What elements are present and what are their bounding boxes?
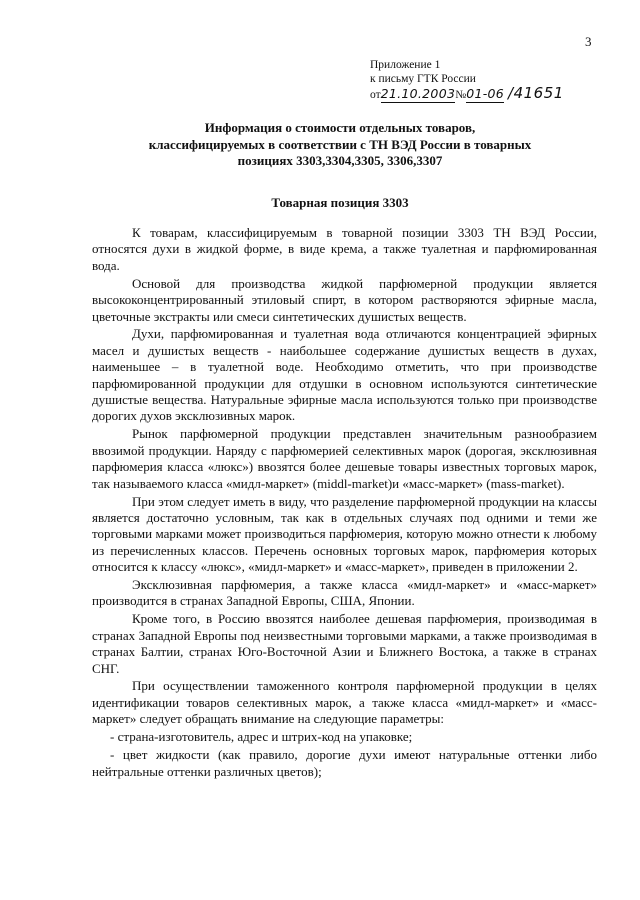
handwritten-date: 21.10.2003	[380, 86, 456, 101]
handwritten-number: 01-06	[466, 86, 505, 101]
annex-line-1: Приложение 1	[370, 59, 441, 71]
annex-header	[370, 58, 564, 102]
paragraph: Кроме того, в Россию ввозятся наиболее дешевая парфюмерия, производимая в странах Западной Европы под неизвестными торговыми марками, а также производимая в странах Балтии, странах Юго-Восточной Азии и Ближнего Востока, а также в странах СНГ.	[92, 611, 597, 676]
paragraph: Эксклюзивная парфюмерия, а также класса «мидл-маркет» и «масс-маркет» производится в странах Западной Европы, США, Японии.	[92, 577, 597, 609]
paragraph: Духи, парфюмированная и туалетная вода отличаются концентрацией эфирных масел и душистых веществ - наибольшее содержание душистых веществ в духах, наименьшее – в туалетной воде. Необходимо отметить, что при производстве парфюмированной продукции для отдушки в основном используются синтетические душистые вещества. Натуральные эфирные масла используются только при производстве дорогих духов эксклюзивных марок.	[92, 326, 597, 424]
paragraph: При осуществлении таможенного контроля парфюмерной продукции в целях идентификации товаров селективных марок, а также класса «мидл-маркет» и «масс-маркет» следует обращать внимание на следующие параметры:	[92, 678, 597, 727]
list-item: - страна-изготовитель, адрес и штрих-код на упаковке;	[110, 729, 413, 745]
annex-line-2: к письму ГТК России	[370, 73, 476, 85]
document-title	[60, 120, 620, 170]
paragraph: К товарам, классифицируемым в товарной позиции 3303 ТН ВЭД России, относятся духи в жидкой форме, в виде крема, а также туалетная и парфюмированная вода.	[92, 225, 597, 273]
title-line-1: Информация о стоимости отдельных товаров,	[204, 120, 476, 135]
paragraph: Рынок парфюмерной продукции представлен значительным разнообразием ввозимой продукции. Наряду с парфюмерией селективных марок (дорогая, эксклюзивная парфюмерия класса «люкс») ввозятся более дешевые товары известных торговых марок, так называемого класса «мидл-маркет» (middl-market)и «масс-маркет» (mass-market).	[92, 426, 597, 491]
date-prefix: от	[370, 89, 381, 101]
title-line-2: классифицируемых в соответствии с ТН ВЭД России в товарных	[148, 136, 532, 152]
handwritten-number-suffix: /41651	[508, 84, 564, 102]
document-body	[92, 225, 597, 781]
page-number: 3	[585, 34, 592, 49]
annex-line-3	[370, 86, 564, 102]
title-line-3: позициях 3303,3304,3305, 3306,3307	[237, 153, 443, 168]
number-prefix: №	[455, 89, 467, 101]
paragraph: При этом следует иметь в виду, что разделение парфюмерной продукции на классы является достаточно условным, так как в отдельных случаях под одними и теми же торговыми марками может производиться парфюмерия, которую можно отнести к любому из перечисленных классов. Перечень основных торговых марок, парфюмерия которых относится к классу «люкс», «мидл-маркет» и «масс-маркет», приведен в приложении 2.	[92, 493, 597, 575]
list-item: - цвет жидкости (как правило, дорогие духи имеют натуральные оттенки либо нейтральные оттенки различных цветов);	[92, 747, 597, 779]
section-heading: Товарная позиция 3303	[271, 195, 409, 210]
paragraph: Основой для производства жидкой парфюмерной продукции является высококонцентрированный этиловый спирт, в котором растворяются эфирные масла, цветочные экстракты или смеси синтетических душистых веществ.	[92, 275, 597, 324]
